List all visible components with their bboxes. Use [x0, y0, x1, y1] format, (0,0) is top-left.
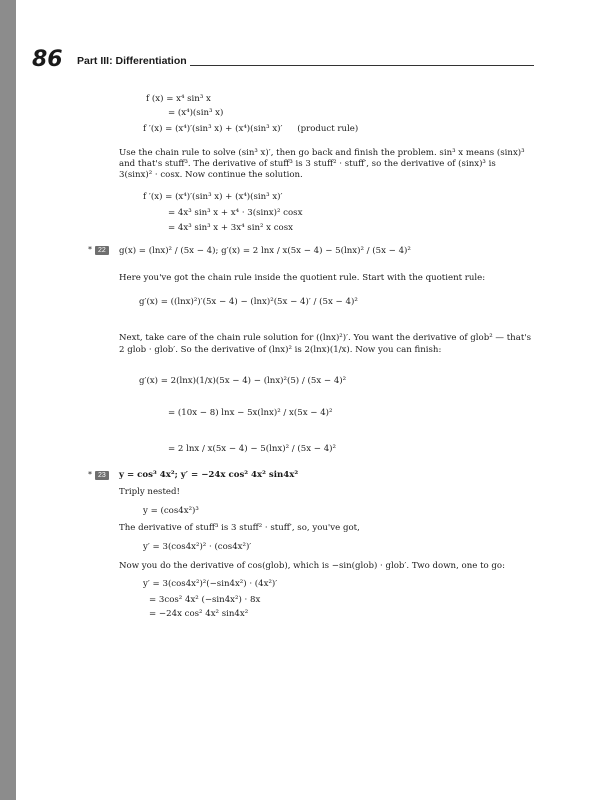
problem-22-para-line-1: Next, take care of the chain rule solution for ((lnx)²)′. You want the derivative of glob² — that's: [119, 333, 532, 343]
problem-23-step-1: y = (cos4x²)³: [143, 506, 199, 516]
eq-4: f ′(x) = (x⁴)′(sin³ x) + (x⁴)(sin³ x)′: [143, 192, 283, 202]
para-1-line-3: 3(sinx)² · cosx. Now continue the solution.: [119, 170, 303, 180]
problem-23-note: Triply nested!: [119, 487, 180, 497]
problem-22-step-1: g′(x) = ((lnx)²)′(5x − 4) − (lnx)²(5x − 4)′ / (5x − 4)²: [139, 297, 358, 307]
problem-22-question: g(x) = (lnx)² / (5x − 4); g′(x) = 2 lnx / x(5x − 4) − 5(lnx)² / (5x − 4)²: [119, 246, 411, 256]
problem-22-badge: 22: [95, 246, 109, 255]
star-22: *: [88, 245, 92, 254]
eq-3-note: (product rule): [297, 124, 359, 134]
problem-23-question: y = cos³ 4x²; y′ = −24x cos² 4x² sin4x²: [119, 470, 299, 480]
problem-23-badge: 23: [95, 471, 109, 480]
eq-2: = (x⁴)(sin³ x): [168, 108, 224, 118]
problem-22-step-4: = 2 lnx / x(5x − 4) − 5(lnx)² / (5x − 4)²: [168, 444, 336, 454]
star-23: *: [88, 470, 92, 479]
eq-6: = 4x³ sin³ x + 3x⁴ sin² x cosx: [168, 223, 293, 233]
problem-23-step-5: = −24x cos² 4x² sin4x²: [149, 609, 249, 619]
problem-23-para-2: Now you do the derivative of cos(glob), which is −sin(glob) · glob′. Two down, one to go:: [119, 561, 506, 571]
eq-3: [143, 124, 358, 134]
eq-1: f (x) = x⁴ sin³ x: [146, 94, 211, 104]
eq-5: = 4x³ sin³ x + x⁴ · 3(sinx)² cosx: [168, 208, 303, 218]
problem-22-intro: Here you've got the chain rule inside the quotient rule. Start with the quotient rule:: [119, 273, 486, 283]
para-1-line-2: and that's stuff³. The derivative of stuff³ is 3 stuff² · stuff′, so the derivative of (sinx)³ is: [119, 159, 496, 169]
part-title: Part III: Differentiation: [77, 55, 187, 67]
eq-3-expr: f ′(x) = (x⁴)′(sin³ x) + (x⁴)(sin³ x)′: [143, 124, 283, 134]
problem-22-step-3: = (10x − 8) lnx − 5x(lnx)² / x(5x − 4)²: [168, 408, 333, 418]
page-number: 86: [32, 47, 63, 72]
problem-23-step-4: = 3cos² 4x² (−sin4x²) · 8x: [149, 595, 261, 605]
problem-23-step-3: y′ = 3(cos4x²)²(−sin4x²) · (4x²)′: [143, 579, 278, 589]
problem-23-para-1: The derivative of stuff³ is 3 stuff² · stuff′, so, you've got,: [119, 523, 360, 533]
problem-22-step-2: g′(x) = 2(lnx)(1/x)(5x − 4) − (lnx)²(5) / (5x − 4)²: [139, 376, 347, 386]
problem-23-step-2: y′ = 3(cos4x²)² · (cos4x²)′: [143, 542, 252, 552]
para-1-line-1: Use the chain rule to solve (sin³ x)′, then go back and finish the problem. sin³ x means (sinx)³: [119, 148, 525, 158]
problem-22-para-line-2: 2 glob · glob′. So the derivative of (lnx)² is 2(lnx)(1/x). Now you can finish:: [119, 345, 442, 355]
